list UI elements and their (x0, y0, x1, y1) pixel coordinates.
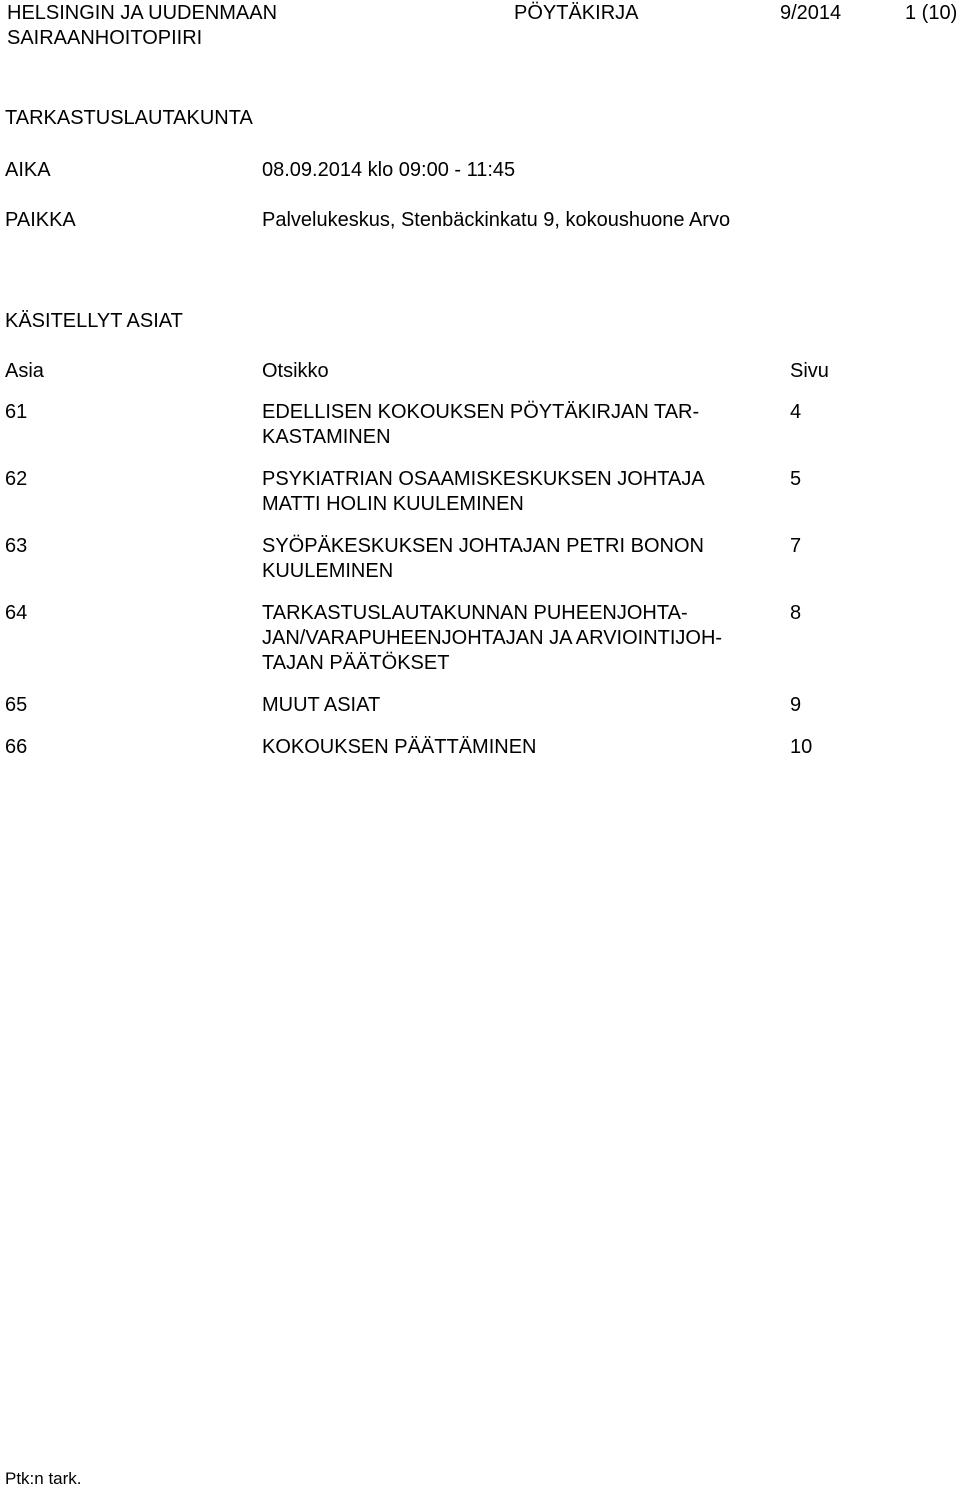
organization-name: HELSINGIN JA UUDENMAAN SAIRAANHOITOPIIRI (7, 2, 278, 49)
agenda-item-title: KOKOUKSEN PÄÄTTÄMINEN (262, 736, 537, 758)
page-number: 1 (10) (905, 2, 958, 24)
agenda-item-page: 7 (790, 535, 802, 557)
agenda-item-page: 10 (790, 736, 813, 758)
agenda-row (0, 534, 960, 582)
agenda-item-page: 8 (790, 602, 802, 624)
agenda-item-page: 9 (790, 694, 802, 716)
place-label: PAIKKA (5, 209, 76, 231)
agenda-item-page: 4 (790, 401, 802, 423)
agenda-item-title: MUUT ASIAT (262, 694, 381, 716)
agenda-item-title: PSYKIATRIAN OSAAMISKESKUKSEN JOHTAJA MATTI HOLIN KUULEMINEN (262, 468, 705, 515)
document-number: 9/2014 (780, 2, 842, 24)
agenda-item-title: EDELLISEN KOKOUKSEN PÖYTÄKIRJAN TAR- KASTAMINEN (262, 401, 700, 448)
column-header-title: Otsikko (262, 360, 329, 382)
agenda-row (0, 400, 960, 448)
agenda-item-title: SYÖPÄKESKUKSEN JOHTAJAN PETRI BONON KUULEMINEN (262, 535, 704, 582)
section-title: KÄSITELLYT ASIAT (5, 310, 183, 332)
document-type: PÖYTÄKIRJA (514, 2, 639, 24)
agenda-item-number: 63 (5, 535, 28, 557)
agenda-item-number: 61 (5, 401, 28, 423)
agenda-item-number: 64 (5, 602, 28, 624)
agenda-item-number: 62 (5, 468, 28, 490)
minutes-checker-note: Ptk:n tark. (5, 1469, 82, 1488)
agenda-item-title: TARKASTUSLAUTAKUNNAN PUHEENJOHTA- JAN/VARAPUHEENJOHTAJAN JA ARVIOINTIJOH- TAJAN PÄÄTÖKSET (262, 602, 723, 674)
time-label: AIKA (5, 159, 51, 181)
agenda-row (0, 467, 960, 515)
agenda-row (0, 693, 960, 716)
time-value: 08.09.2014 klo 09:00 - 11:45 (262, 159, 516, 181)
place-value: Palvelukeskus, Stenbäckinkatu 9, kokoushuone Arvo (262, 209, 731, 231)
committee-name: TARKASTUSLAUTAKUNTA (5, 107, 253, 129)
column-header-page: Sivu (790, 360, 829, 382)
agenda-row (0, 735, 960, 758)
agenda-item-number: 66 (5, 736, 28, 758)
agenda-row (0, 601, 960, 674)
agenda-item-page: 5 (790, 468, 802, 490)
agenda-item-number: 65 (5, 694, 28, 716)
column-header-item: Asia (5, 360, 44, 382)
